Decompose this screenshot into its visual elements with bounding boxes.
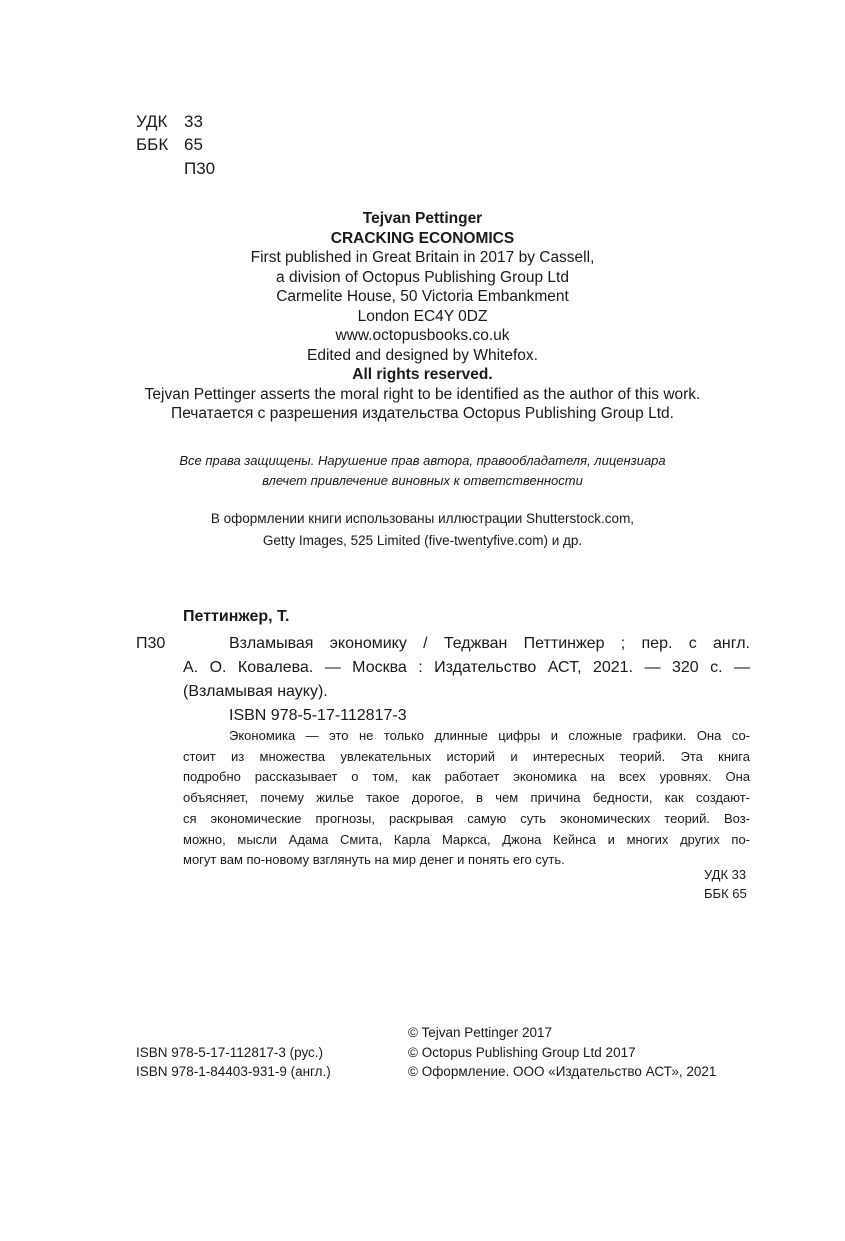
annotation-line: можно, мысли Адама Смита, Карла Маркса, Джона Кейнса и многих других по- [183, 831, 750, 847]
copyright-line: © Octopus Publishing Group Ltd 2017 [408, 1044, 636, 1060]
legal-notice-line: влечет привлечение виновных к ответственности [262, 473, 583, 488]
udk-value: 33 [184, 112, 203, 131]
catalog-description-line: А. О. Ковалева. — Москва : Издательство АСТ, 2021. — 320 с. — [183, 659, 750, 676]
catalog-mark: П30 [136, 635, 166, 652]
catalog-annotation [183, 726, 750, 871]
credits-title: CRACKING ECONOMICS [330, 229, 515, 247]
credits-permission: Печатается с разрешения издательства Octopus Publishing Group Ltd. [171, 405, 674, 422]
copyright-list [408, 1023, 716, 1082]
illustrations-line: Getty Images, 525 Limited (five-twentyfive.com) и др. [262, 533, 583, 548]
annotation-line: ся экономические прогнозы, раскрывая самую суть экономических теорий. Воз- [183, 810, 750, 826]
bbk-value: 65 [184, 135, 203, 154]
credits-block [0, 209, 845, 424]
credits-line: Edited and designed by Whitefox. [307, 346, 538, 364]
catalog-bbk: ББК 65 [704, 886, 747, 901]
catalog-description-line: (Взламывая науку). [183, 683, 328, 700]
udk-label: УДК [136, 112, 168, 131]
bbk-label: ББК [136, 135, 169, 154]
credits-moral-right: Tejvan Pettinger asserts the moral right to be identified as the author of this work. [144, 385, 701, 403]
catalog-author-heading: Петтинжер, Т. [183, 608, 290, 625]
legal-notice [0, 451, 845, 491]
annotation-line: могут вам по-новому взглянуть на мир денег и понять его суть. [183, 852, 565, 868]
credits-author: Tejvan Pettinger [362, 210, 483, 227]
catalog-isbn: ISBN 978-5-17-112817-3 [229, 707, 407, 724]
author-mark: П30 [184, 159, 216, 178]
annotation-line: Экономика — это не только длинные цифры и сложные графики. Она со- [229, 728, 750, 743]
credits-line: a division of Octopus Publishing Group Ltd [276, 268, 569, 286]
isbn-eng: ISBN 978-1-84403-931-9 (англ.) [136, 1064, 331, 1079]
illustrations-credit [0, 508, 845, 552]
copyright-line: © Оформление. ООО «Издательство АСТ», 2021 [408, 1064, 717, 1079]
credits-website: www.octopusbooks.co.uk [335, 327, 510, 344]
copyright-line: © Tejvan Pettinger 2017 [408, 1025, 553, 1040]
credits-line: First published in Great Britain in 2017 by Cassell, [250, 249, 595, 266]
legal-notice-line: Все права защищены. Нарушение прав автора, правообладателя, лицензиара [179, 453, 666, 468]
illustrations-line: В оформлении книги использованы иллюстрации Shutterstock.com, [210, 511, 635, 526]
isbn-rus: ISBN 978-5-17-112817-3 (рус.) [136, 1045, 324, 1060]
credits-line: London EC4Y 0DZ [357, 307, 488, 325]
catalog-udk: УДК 33 [704, 867, 747, 882]
credits-rights: All rights reserved. [352, 366, 493, 383]
annotation-line: объясняет, почему жилье такое дорогое, в чем причина бедности, как создают- [183, 790, 750, 806]
annotation-line: стоит из множества увлекательных историй и интересных теорий. Эта книга [183, 748, 750, 764]
credits-line: Carmelite House, 50 Victoria Embankment [276, 288, 569, 305]
annotation-line: подробно рассказывает о том, как работает экономика на всех уровнях. Она [183, 769, 750, 785]
catalog-description-line: Взламывая экономику / Теджван Петтинжер ; пер. с англ. [229, 635, 750, 652]
